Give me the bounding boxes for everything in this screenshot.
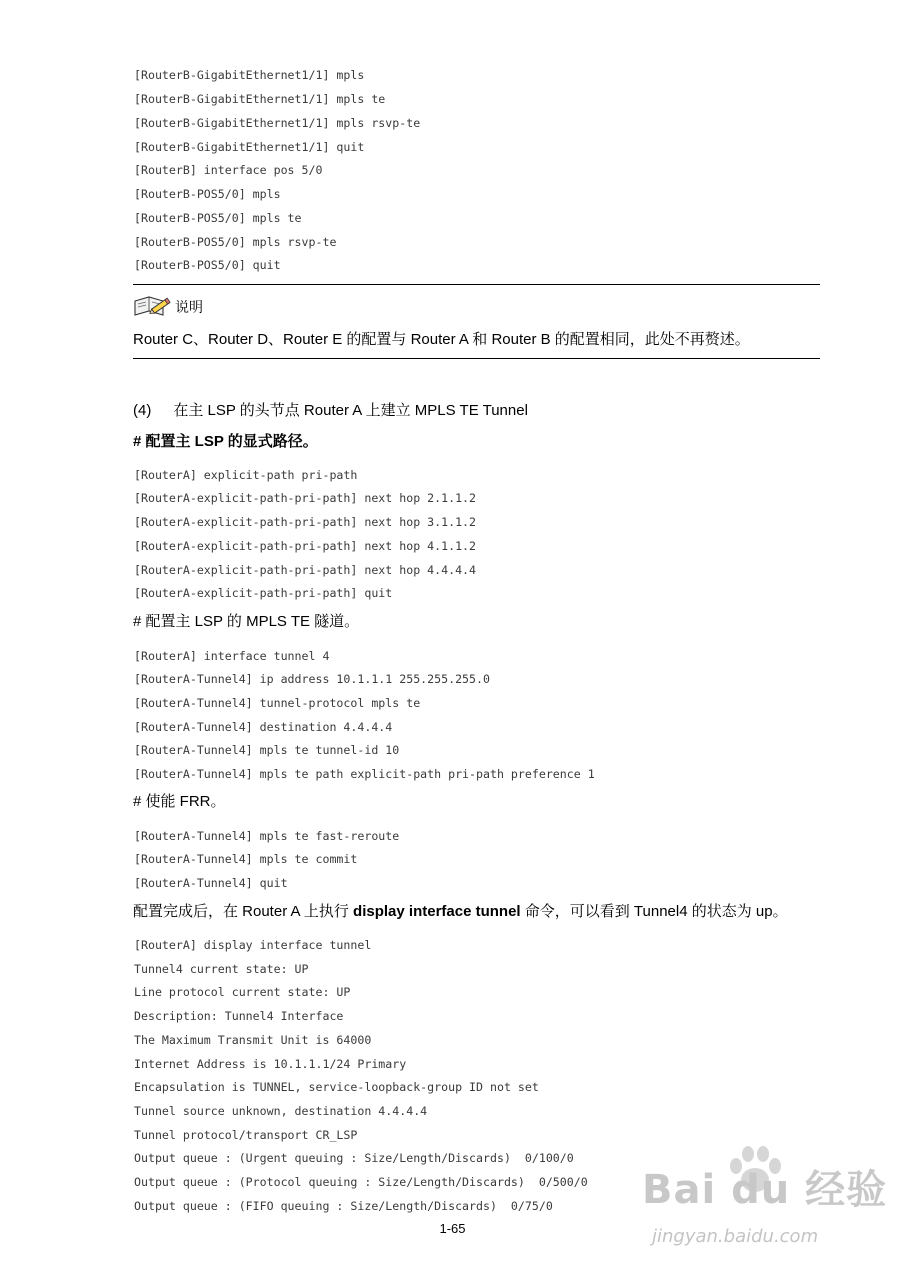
watermark-url: jingyan.baidu.com [652,1226,819,1247]
pencil-note-icon [133,295,173,319]
code-line: Output queue : (FIFO queuing : Size/Length/Discards) 0/75/0 [134,1199,553,1213]
code-line: Tunnel source unknown, destination 4.4.4.4 [134,1104,428,1118]
code-line: Output queue : (Urgent queuing : Size/Length/Discards) 0/100/0 [134,1151,574,1165]
code-line: [RouterA] explicit-path pri-path [134,468,358,482]
code-line: The Maximum Transmit Unit is 64000 [134,1033,372,1047]
code-line: Internet Address is 10.1.1.1/24 Primary [134,1057,407,1071]
code-line: [RouterB-POS5/0] mpls te [134,211,302,225]
watermark-brand: Bai du 经验 [642,1167,888,1213]
note-top-rule [133,284,820,285]
code-line: [RouterB-GigabitEthernet1/1] mpls te [134,92,386,106]
code-line: [RouterA] interface tunnel 4 [134,649,330,663]
code-line: [RouterB] interface pos 5/0 [134,163,323,177]
code-line: [RouterA-Tunnel4] ip address 10.1.1.1 255.255.255.0 [134,672,490,686]
command-name: display interface tunnel [353,903,521,920]
code-line: Description: Tunnel4 Interface [134,1009,344,1023]
code-line: [RouterA-explicit-path-pri-path] next hop 3.1.1.2 [134,515,477,529]
code-line: Tunnel protocol/transport CR_LSP [134,1128,358,1142]
code-line: Output queue : (Protocol queuing : Size/Length/Discards) 0/500/0 [134,1175,588,1189]
code-line: [RouterA] display interface tunnel [134,938,372,952]
code-line: [RouterA-Tunnel4] tunnel-protocol mpls te [134,696,421,710]
note-bottom-rule [133,358,820,359]
step-heading [133,402,528,420]
code-line: [RouterA-Tunnel4] mpls te path explicit-path pri-path preference 1 [134,767,595,781]
code-line: [RouterB-POS5/0] quit [134,258,281,272]
page-number: 1-65 [439,1221,466,1236]
code-line: [RouterA-Tunnel4] destination 4.4.4.4 [134,720,393,734]
comment-tunnel: # 配置主 LSP 的 MPLS TE 隧道。 [133,613,360,630]
note-text: Router C、Router D、Router E 的配置与 Router A 和 Router B 的配置相同，此处不再赘述。 [133,331,750,348]
step-number: (4) [133,402,152,419]
code-line: [RouterA-explicit-path-pri-path] quit [134,586,393,600]
code-line: [RouterA-explicit-path-pri-path] next hop 4.4.4.4 [134,563,477,577]
code-line: [RouterB-GigabitEthernet1/1] mpls [134,68,365,82]
code-line: [RouterA-Tunnel4] mpls te fast-reroute [134,829,400,843]
code-line: Tunnel4 current state: UP [134,962,309,976]
summary-text: 配置完成后，在 Router A 上执行 display interface tunnel 命令，可以看到 Tunnel4 的状态为 up。 [133,903,788,920]
code-line: Encapsulation is TUNNEL, service-loopback-group ID not set [134,1080,539,1094]
step-title: 在主 LSP 的头节点 Router A 上建立 MPLS TE Tunnel [173,402,528,419]
code-line: [RouterA-Tunnel4] mpls te commit [134,852,358,866]
code-line: [RouterB-GigabitEthernet1/1] quit [134,140,365,154]
code-line: [RouterA-Tunnel4] mpls te tunnel-id 10 [134,743,400,757]
comment-frr: # 使能 FRR。 [133,793,226,810]
code-line: [RouterB-POS5/0] mpls [134,187,281,201]
code-line: [RouterA-Tunnel4] quit [134,876,288,890]
comment-explicit-path: # 配置主 LSP 的显式路径。 [133,433,318,450]
note-header [133,294,203,320]
code-line: [RouterA-explicit-path-pri-path] next hop 2.1.1.2 [134,491,477,505]
code-line: Line protocol current state: UP [134,985,351,999]
code-line: [RouterB-GigabitEthernet1/1] mpls rsvp-te [134,116,421,130]
code-line: [RouterA-explicit-path-pri-path] next hop 4.1.1.2 [134,539,477,553]
note-label: 说明 [175,299,203,315]
code-line: [RouterB-POS5/0] mpls rsvp-te [134,235,337,249]
